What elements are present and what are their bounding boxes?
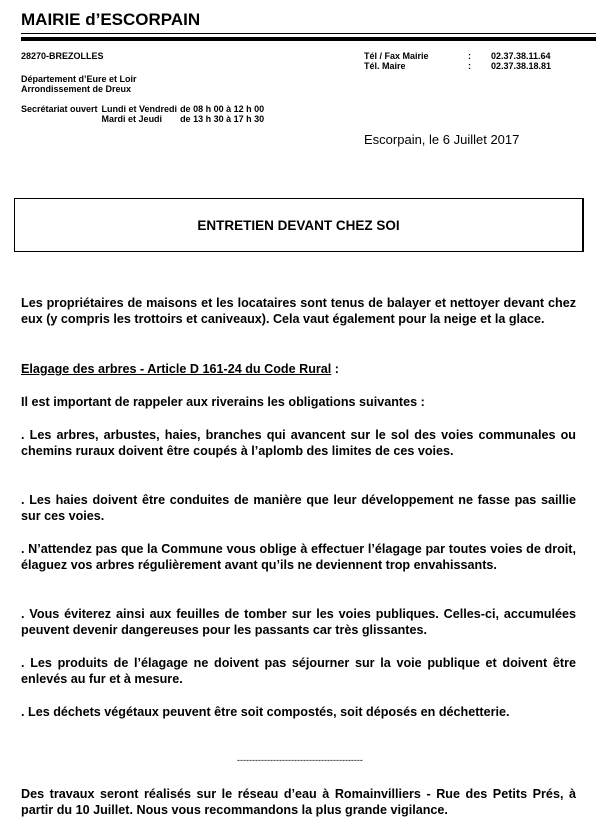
department-block [21,74,137,94]
notice-paragraph: Des travaux seront réalisés sur le réseau d’eau à Romainvilliers - Rue des Petits Prés, à partir du 10 Juillet. Nous vous recommandons la plus grande vigilance. [21,787,576,818]
contact-label: Tél. Maire [364,61,406,71]
section-title: Elagage des arbres - Article D 161-24 du Code Rural [21,362,332,376]
heading-box [14,198,584,252]
opening-hours [21,104,264,124]
section-title-suffix: : [331,362,339,376]
obligation-item: . Les arbres, arbustes, haies, branches qui avancent sur le sol des voies communales ou chemins ruraux doivent être coupés à l’aplomb des limites de ces voies. [21,428,576,459]
contact-sep: : [468,51,471,61]
hours-time: de 13 h 30 à 17 h 30 [180,114,265,124]
obligation-item: . Les haies doivent être conduites de manière que leur développement ne fasse pas saillie sur ces voies. [21,493,576,524]
hours-days: Mardi et Jeudi [101,114,163,124]
obligation-item: . Les produits de l’élagage ne doivent pas séjourner sur la voie publique et doivent être enlevés au fur et à mesure. [21,656,576,687]
obligation-item: . Vous éviterez ainsi aux feuilles de tomber sur les voies publiques. Celles-ci, accumulées peuvent devenir dangereuses pour les passants car très glissantes. [21,607,576,638]
header-rule-thick [21,37,596,41]
separator-line: ------------------------------------------ [237,755,363,765]
hours-days: Lundi et Vendredi [101,104,178,114]
intro-paragraph: Les propriétaires de maisons et les locataires sont tenus de balayer et nettoyer devant chez eux (y compris les trottoirs et caniveaux). Cela vaut également pour la neige et la glace. [21,296,576,327]
obligations-intro: Il est important de rappeler aux riverains les obligations suivantes : [21,395,425,409]
hours-time: de 08 h 00 à 12 h 00 [180,104,265,114]
date-line: Escorpain, le 6 Juillet 2017 [364,132,520,147]
document-heading: ENTRETIEN DEVANT CHEZ SOI [197,217,400,233]
contacts [364,51,551,71]
header-rule-thin [21,33,596,34]
mairie-title: MAIRIE d’ESCORPAIN [21,10,201,29]
contact-value: 02.37.38.18.81 [491,61,552,71]
address: 28270-BREZOLLES [21,51,104,61]
section-title-line [21,361,576,377]
contact-sep: : [468,61,471,71]
obligation-item: . Les déchets végétaux peuvent être soit compostés, soit déposés en déchetterie. [21,705,510,719]
contact-value: 02.37.38.11.64 [491,51,551,61]
department: Département d’Eure et Loir [21,74,137,84]
obligation-item: . N’attendez pas que la Commune vous oblige à effectuer l’élagage par toutes voies de droit, élaguez vos arbres régulièrement avant qu’ils ne deviennent trop envahissants. [21,542,576,573]
arrondissement: Arrondissement de Dreux [21,84,132,94]
hours-label: Secrétariat ouvert [21,104,98,114]
contact-label: Tél / Fax Mairie [364,51,429,61]
